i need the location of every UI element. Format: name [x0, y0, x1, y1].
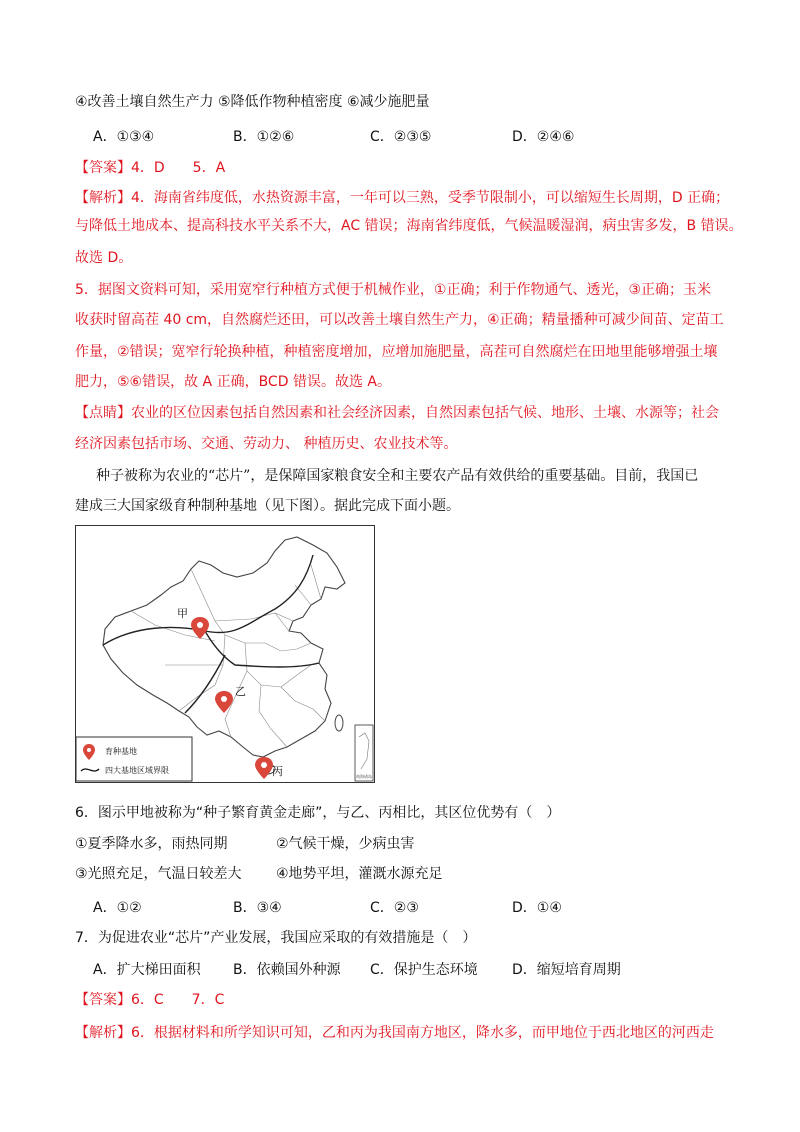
analysis-line: 收获时留高茬 40 cm，自然腐烂还田，可以改善土壤自然生产力，④正确；精量播种可减少间苗、定苗工 — [75, 312, 724, 328]
choice-b: B．①②⑥ — [233, 129, 295, 145]
material-text: 种子被称为农业的“芯片”，是保障国家粮食安全和主要农产品有效供给的重要基础。目前，我国已 — [96, 468, 699, 484]
choice-d: D．缩短培育周期 — [512, 962, 621, 978]
analysis-line — [75, 188, 729, 208]
analysis-line: 5．据图文资料可知，采用宽窄行种植方式便于机械作业，①正确；利于作物通气、透光，③正确；玉米 — [75, 282, 712, 298]
tips-label: 【点睛】 — [75, 405, 131, 421]
answer-line — [75, 990, 224, 1010]
legend-base-label: 育种基地 — [105, 747, 137, 756]
label-jia: 甲 — [177, 607, 188, 620]
q6-option-4: ④地势平坦，灌溉水源充足 — [276, 866, 443, 882]
answer-label: 【答案】 — [75, 992, 131, 1008]
choice-a: A．扩大梯田面积 — [93, 962, 201, 978]
tips-line — [75, 403, 719, 423]
choice-c: C．保护生态环境 — [370, 962, 478, 978]
choice-c: C．②③ — [370, 900, 419, 916]
q6-option-2: ②气候干燥，少病虫害 — [276, 836, 415, 852]
q6-option-3: ③光照充足，气温日较差大 — [75, 866, 242, 882]
question-stem: 7．为促进农业“芯片”产业发展，我国应采取的有效措施是（ ） — [75, 930, 477, 946]
q6-option-1: ①夏季降水多，雨热同期 — [75, 836, 228, 852]
china-seed-base-map — [75, 525, 375, 783]
choice-a: A．①③④ — [93, 129, 155, 145]
inset-label: 南海诸岛 — [356, 774, 372, 779]
tips-text: 农业的区位因素包括自然因素和社会经济因素，自然因素包括气候、地形、土壤、水源等；社会 — [131, 405, 719, 421]
analysis-line — [75, 1023, 714, 1043]
analysis-label: 【解析】 — [75, 190, 131, 206]
choice-c: C．②③⑤ — [370, 129, 432, 145]
analysis-line: 肥力，⑤⑥错误，故 A 正确，BCD 错误。故选 A。 — [75, 374, 391, 390]
choice-b: B．③④ — [233, 900, 282, 916]
question-stem: 6．图示甲地被称为“种子繁育黄金走廊”，与乙、丙相比，其区位优势有（ ） — [75, 805, 561, 821]
analysis-text: 4．海南省纬度低，水热资源丰富，一年可以三熟，受季节限制小，可以缩短生长周期，D 正确； — [131, 190, 730, 206]
answer-label: 【答案】 — [75, 160, 131, 176]
analysis-line: 作量，②错误；宽窄行轮换种植，种植密度增加，应增加施肥量，高茬可自然腐烂在田地里能够增强土壤 — [75, 344, 718, 360]
choice-b: B．依赖国外种源 — [233, 962, 341, 978]
choice-d: D．①④ — [512, 900, 562, 916]
material-text: 建成三大国家级育种制种基地（见下图）。据此完成下面小题。 — [75, 498, 460, 514]
answer-text: 4．D 5．A — [131, 160, 226, 176]
answer-line — [75, 158, 225, 178]
label-yi: 乙 — [235, 685, 246, 698]
question-options-line: ④改善土壤自然生产力 ⑤降低作物种植密度 ⑥减少施肥量 — [75, 94, 430, 110]
analysis-line: 故选 D。 — [75, 250, 133, 266]
choice-a: A．①② — [93, 900, 142, 916]
legend-boundary-label: 四大基地区域界限 — [105, 766, 169, 775]
taiwan-island — [335, 715, 343, 731]
label-bing: 丙 — [272, 765, 283, 778]
tips-line: 经济因素包括市场、交通、劳动力、 种植历史、农业技术等。 — [75, 436, 458, 452]
answer-text: 6．C 7．C — [131, 992, 225, 1008]
analysis-label: 【解析】 — [75, 1025, 131, 1041]
choice-d: D．②④⑥ — [512, 129, 575, 145]
q6-option-row — [75, 834, 228, 854]
analysis-line: 与降低土地成本、提高科技水平关系不大，AC 错误；海南省纬度低，气候温暖湿润，病虫害多发，B 错误。 — [75, 218, 743, 234]
analysis-text: 6．根据材料和所学知识可知，乙和丙为我国南方地区，降水多，而甲地位于西北地区的河西走 — [131, 1025, 714, 1041]
